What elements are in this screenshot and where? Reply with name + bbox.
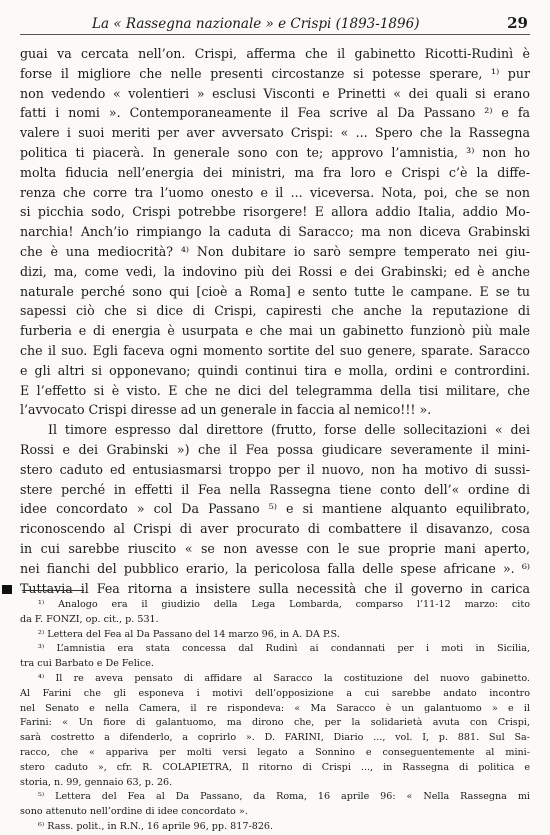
text-line: che il suo. Egli faceva ogni momento sortite del suo genere, sparate. Saracco <box>20 342 530 358</box>
paragraph-1 <box>20 44 530 420</box>
text-line: in cui sarebbe riuscito « se non avesse con le sue proprie mani aperto, <box>20 540 530 556</box>
page-number: 29 <box>507 14 528 32</box>
text-line: politica ti piacerà. In generale sono con te; approvo l’amnistia, ³⁾ non ho <box>20 144 530 160</box>
text-line: molta fiducia nell’energia dei ministri, ma fra loro e Crispi c’è la diffe- <box>20 164 530 180</box>
text-line: furberia e di energia è usurpata e che mai un gabinetto funzionò più male <box>20 323 530 339</box>
running-header <box>28 14 528 36</box>
text-line: stero caduto ed entusiasmarsi troppo per il nuovo, non ha motivo di sussi- <box>20 461 530 477</box>
text-line: e gli altri si opponevano; quindi continui tira e molla, ordini e contrordini. <box>20 362 530 378</box>
footnotes <box>20 598 530 835</box>
text-line: riconoscendo al Crispi di aver procurato di combattere il disavanzo, cosa <box>20 521 530 537</box>
footnote-rule <box>22 590 84 591</box>
footnote-line: storia, n. 99, gennaio 63, p. 26. <box>20 776 173 788</box>
footnote-line: stero caduto », cfr. R. COLAPIETRA, Il ritorno di Crispi ..., in Rassegna di politica e <box>20 761 530 773</box>
text-line: renza che corre tra l’uomo onesto e il ... viceversa. Nota, poi, che se non <box>20 184 530 200</box>
footnote-line: tra cui Barbato e De Felice. <box>20 658 154 670</box>
text-line: che è una mediocrità? ⁴⁾ Non dubitare io sarò sempre temperato nei giu- <box>20 243 530 259</box>
paragraph-2 <box>20 420 530 598</box>
footnote-line: ⁵⁾ Lettera del Fea al Da Passano, da Roma, 16 aprile 96: « Nella Rassegna mi <box>38 791 530 803</box>
text-line: sapessi ciò che si dice di Crispi, capiresti che anche la reputazione di <box>20 303 530 319</box>
main-text <box>20 44 530 598</box>
text-line: narchia! Anch’io rimpiango la caduta di Saracco; ma non diceva Grabinski <box>20 224 530 240</box>
footnote-line: Farini: « Un fiore di galantuomo, ma dirono che, per la solidarietà avuta con Crispi, <box>20 717 530 729</box>
header-rule <box>20 34 530 35</box>
running-title: La « Rassegna nazionale » e Crispi (1893-1896) <box>92 16 420 32</box>
text-line: Rossi e dei Grabinski ») che il Fea possa giudicare severamente il mini- <box>20 441 530 457</box>
text-line: forse il migliore che nelle presenti circostanze si potesse sperare, ¹⁾ pur <box>20 65 530 81</box>
text-line: idee concordato » col Da Passano ⁵⁾ e si mantiene alquanto equilibrato, <box>20 501 530 517</box>
text-line: Tuttavia il Fea ritorna a insistere sulla necessità che il governo in carica <box>20 580 530 596</box>
text-line: stere perché in effetti il Fea nella Rassegna tiene conto dell’« ordine di <box>20 481 530 497</box>
text-line: dizi, ma, come vedi, la indovino più dei Rossi e dei Grabinski; ed è anche <box>20 263 530 279</box>
footnote-line: ³⁾ L’amnistia era stata concessa dal Rudinì ai condannati per i moti in Sicilia, <box>38 643 530 655</box>
footnote-line: da F. FONZI, op. cit., p. 531. <box>20 613 159 625</box>
text-line: naturale perché sono qui [cioè a Roma] e sento tutte le campane. E se tu <box>20 283 530 299</box>
footnote-line: ⁶⁾ Rass. polit., in R.N., 16 aprile 96, pp. 817-826. <box>38 820 274 832</box>
text-line: l’avvocato Crispi diresse ad un generale in faccia al nemico!!! ». <box>20 402 432 418</box>
text-line: fatti i nomi ». Contemporaneamente il Fea scrive al Da Passano ²⁾ e fa <box>20 105 530 121</box>
footnote-line: sarà costretto a difenderlo, a coprirlo ». D. FARINI, Diario ..., vol. I, p. 881. Sul Sa- <box>20 732 530 744</box>
text-line: Il timore espresso dal direttore (frutto, forse delle sollecitazioni « dei <box>48 422 530 438</box>
footnote-line: Al Farini che gli esponeva i motivi dell’opposizione a cui sarebbe andato incontro <box>20 687 530 699</box>
text-line: si picchia sodo, Crispi potrebbe risorgere! E allora addio Italia, addio Mo- <box>20 204 530 220</box>
text-line: non vedendo « volentieri » esclusi Visconti e Prinetti « dei quali si erano <box>20 85 530 101</box>
footnote-line: racco, che « appariva per molti versi legato a Sonnino e conseguentemente al mini- <box>20 746 530 758</box>
footnote-line: ⁴⁾ Il re aveva pensato di affidare al Saracco la costituzione del nuovo gabinetto. <box>38 672 530 684</box>
text-line: valere i suoi meriti per aver avversato Crispi: « ... Spero che la Rassegna <box>20 125 530 141</box>
footnote-line: ²⁾ Lettera del Fea al Da Passano del 14 marzo 96, in A. DA P.S. <box>38 628 340 640</box>
footnote-line: nel Senato e nella Camera, il re rispondeva: « Ma Saracco è un galantuomo » e il <box>20 702 530 714</box>
footnote-line: sono attenuto nell’ordine di idee concordato ». <box>20 806 248 818</box>
text-line: nei fianchi del pubblico erario, la pericolosa falla delle spese africane ». ⁶⁾ <box>20 560 530 576</box>
footnote-line: ¹⁾ Analogo era il giudizio della Lega Lombarda, comparso l’11-12 marzo: cito <box>38 599 530 610</box>
text-line: E l’effetto si è visto. E che ne dici del telegramma della tisi militare, che <box>20 382 530 398</box>
footnote-marker <box>2 585 12 594</box>
text-line: guai va cercata nell’on. Crispi, afferma che il gabinetto Ricotti-Rudinì è <box>20 46 530 61</box>
